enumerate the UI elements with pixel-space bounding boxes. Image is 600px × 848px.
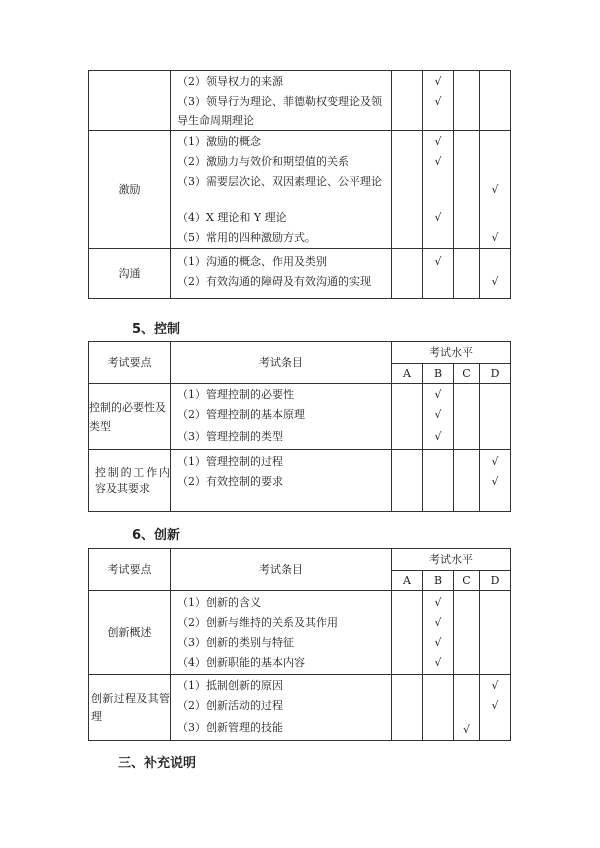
table-header-row <box>89 549 511 571</box>
exam-item: （1）激励的概念 <box>177 134 261 148</box>
level-d-cell <box>480 131 511 249</box>
exam-items-cell <box>171 591 392 675</box>
exam-item: （3）需要层次论、双因素理论、公平理论 <box>177 174 382 188</box>
table-innovation <box>88 548 511 741</box>
exam-item: （1）管理控制的过程 <box>177 455 283 468</box>
check-mark: √ <box>434 254 442 268</box>
exam-point-cell: 沟通 <box>89 249 171 299</box>
table-row <box>89 675 511 741</box>
check-mark: √ <box>434 407 442 421</box>
level-b-cell <box>423 591 454 675</box>
header-exam-point: 考试要点 <box>89 549 171 591</box>
header-level-b: B <box>423 364 454 384</box>
exam-item: （2）创新与维持的关系及其作用 <box>177 615 338 629</box>
section-heading-supplementary: 三、补充说明 <box>118 756 197 771</box>
table-row <box>89 71 511 131</box>
exam-item: （2）创新活动的过程 <box>177 698 283 712</box>
header-level-d: D <box>480 571 511 591</box>
exam-items-cell <box>171 384 392 450</box>
exam-item: （2）有效控制的要求 <box>177 475 283 488</box>
exam-item: （2）领导权力的来源 <box>177 74 283 88</box>
exam-item: （3）创新管理的技能 <box>177 720 283 734</box>
check-mark: √ <box>491 274 499 288</box>
level-d-cell <box>480 450 511 512</box>
exam-items-cell <box>171 71 392 131</box>
level-b-cell <box>423 249 454 299</box>
level-a-cell <box>392 384 423 450</box>
table-leadership-motivation <box>88 70 511 299</box>
exam-items-cell <box>171 249 392 299</box>
check-mark: √ <box>462 722 470 736</box>
exam-item: （2）激励力与效价和期望值的关系 <box>177 154 349 168</box>
level-a-cell <box>392 131 423 249</box>
section-heading-innovation: 6、创新 <box>132 528 181 543</box>
level-b-cell <box>423 675 454 741</box>
level-c-cell <box>454 384 480 450</box>
section-heading-control: 5、控制 <box>132 322 181 337</box>
check-mark: √ <box>434 615 442 629</box>
exam-items-cell <box>171 131 392 249</box>
header-exam-point: 考试要点 <box>89 342 171 384</box>
header-level-c: C <box>454 364 480 384</box>
check-mark: √ <box>434 595 442 609</box>
level-c-cell <box>454 71 480 131</box>
exam-items-cell <box>171 675 392 741</box>
level-b-cell <box>423 450 454 512</box>
level-d-cell <box>480 675 511 741</box>
table-control <box>88 341 511 512</box>
level-d-cell <box>480 384 511 450</box>
check-mark: √ <box>434 94 442 108</box>
check-mark: √ <box>434 429 442 443</box>
exam-point-cell: 创新概述 <box>89 591 171 675</box>
level-a-cell <box>392 249 423 299</box>
exam-point-cell: 控制的必要性及类型 <box>89 384 171 450</box>
level-a-cell <box>392 71 423 131</box>
exam-item: （1）管理控制的必要性 <box>177 387 294 401</box>
check-mark: √ <box>434 134 442 148</box>
check-mark: √ <box>491 698 499 712</box>
level-b-cell <box>423 384 454 450</box>
table-row <box>89 591 511 675</box>
check-mark: √ <box>491 182 499 196</box>
level-a-cell <box>392 591 423 675</box>
table-header-row <box>89 342 511 364</box>
check-mark: √ <box>434 210 442 224</box>
level-c-cell <box>454 675 480 741</box>
exam-point-cell <box>89 71 171 131</box>
exam-point-cell: 激励 <box>89 131 171 249</box>
level-c-cell <box>454 450 480 512</box>
level-c-cell <box>454 131 480 249</box>
check-mark: √ <box>491 455 499 468</box>
level-b-cell <box>423 71 454 131</box>
level-c-cell <box>454 249 480 299</box>
header-level-c: C <box>454 571 480 591</box>
exam-item: （1）抵制创新的原因 <box>177 678 283 692</box>
level-a-cell <box>392 450 423 512</box>
table-row <box>89 450 511 512</box>
check-mark: √ <box>491 475 499 488</box>
exam-point-cell: 控制的工作内容及其要求 <box>89 450 171 512</box>
level-d-cell <box>480 249 511 299</box>
table-row <box>89 384 511 450</box>
exam-item: （2）有效沟通的障碍及有效沟通的实现 <box>177 274 371 288</box>
level-a-cell <box>392 675 423 741</box>
check-mark: √ <box>491 230 499 244</box>
exam-items-cell <box>171 450 392 512</box>
header-exam-items: 考试条目 <box>171 342 392 384</box>
exam-item: （1）创新的含义 <box>177 595 261 609</box>
level-d-cell <box>480 71 511 131</box>
header-level-b: B <box>423 571 454 591</box>
level-b-cell <box>423 131 454 249</box>
header-exam-level: 考试水平 <box>392 342 511 364</box>
exam-item: （2）管理控制的基本原理 <box>177 407 305 421</box>
level-c-cell <box>454 591 480 675</box>
header-level-d: D <box>480 364 511 384</box>
exam-point-cell: 创新过程及其管理 <box>89 675 171 741</box>
check-mark: √ <box>434 74 442 88</box>
table-row <box>89 249 511 299</box>
exam-item: （4）X 理论和 Y 理论 <box>177 210 287 224</box>
check-mark: √ <box>491 678 499 692</box>
check-mark: √ <box>434 635 442 649</box>
exam-item: （3）创新的类别与特征 <box>177 635 294 649</box>
header-level-a: A <box>392 364 423 384</box>
level-d-cell <box>480 591 511 675</box>
header-level-a: A <box>392 571 423 591</box>
exam-item: （4）创新职能的基本内容 <box>177 655 305 669</box>
header-exam-level: 考试水平 <box>392 549 511 571</box>
exam-item: （1）沟通的概念、作用及类别 <box>177 254 327 268</box>
check-mark: √ <box>434 154 442 168</box>
check-mark: √ <box>434 387 442 401</box>
header-exam-items: 考试条目 <box>171 549 392 591</box>
exam-item: （3）领导行为理论、菲德勒权变理论及领导生命周期理论 <box>177 94 382 127</box>
check-mark: √ <box>434 655 442 669</box>
exam-item: （5）常用的四种激励方式。 <box>177 230 316 244</box>
exam-item: （3）管理控制的类型 <box>177 429 283 443</box>
table-row <box>89 131 511 249</box>
